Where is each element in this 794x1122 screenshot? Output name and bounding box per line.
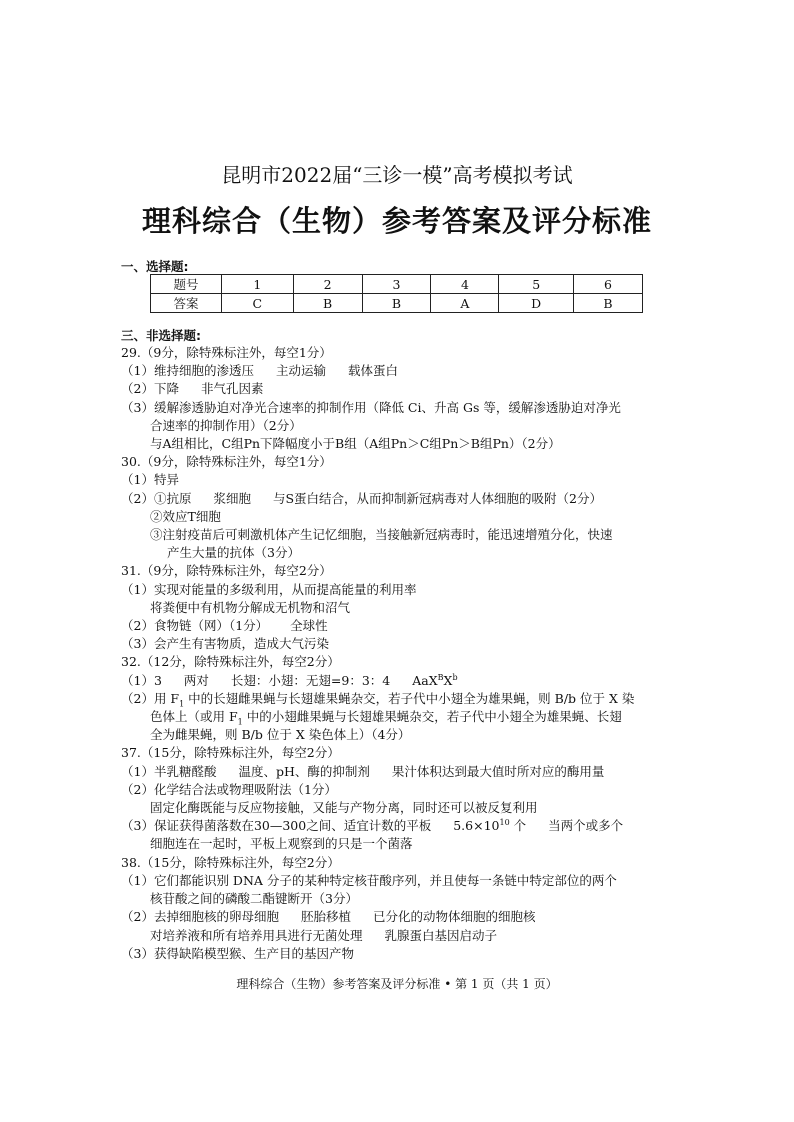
table-cell: B [362, 294, 431, 313]
answer-line: （3）获得缺陷模型猴、生产目的基因产物 [121, 945, 354, 961]
document-title: 理科综合（生物）参考答案及评分标准 [141, 204, 652, 238]
question-heading: 32.（12分，除特殊标注外，每空2分） [121, 654, 340, 670]
answer-line: （1）半乳糖醛酸 温度、pH、酶的抑制剂 果汁体积达到最大值时所对应的酶用量 [121, 763, 605, 779]
answer-line: （2）化学结合法或物理吸附法（1分） [121, 781, 337, 797]
table-row [151, 294, 643, 313]
answer-line: （1）特异 [121, 472, 179, 488]
table-row-label: 题号 [151, 275, 222, 294]
table-cell: D [499, 294, 574, 313]
answer-line: 将粪便中有机物分解成无机物和沼气 [150, 599, 351, 615]
table-cell: 2 [293, 275, 362, 294]
table-cell: 3 [362, 275, 431, 294]
answer-line: 对培养液和所有培养用具进行无菌处理 乳腺蛋白基因启动子 [150, 927, 498, 943]
answer-line: （1）3 两对 长翅：小翅：无翅=9：3：4 $AaX^BX^b$ [121, 672, 458, 688]
exam-title: 昆明市2022届“三诊一模”高考模拟考试 [221, 163, 573, 187]
answer-line: 全为雌果蝇，则 B/b 位于 X 染色体上）（4分） [150, 727, 411, 743]
genotype: $AaX^BX^b$ [412, 672, 458, 688]
answer-line: （1）它们都能识别 DNA 分子的某种特定核苷酸序列，并且使每一条链中特定部位的两个 [121, 872, 617, 888]
table-cell: B [293, 294, 362, 313]
table-row [151, 275, 643, 294]
answer-line: （3）保证获得菌落数在30—300之间、适宜计数的平板 $5.6\times 10^{10}$ 个 当两个或多个 [121, 818, 624, 834]
answer-line: （2）①抗原 浆细胞 与S蛋白结合，从而抑制新冠病毒对人体细胞的吸附（2分） [121, 490, 602, 506]
table-cell: 5 [499, 275, 574, 294]
answer-line: （1）维持细胞的渗透压 主动运输 载体蛋白 [121, 363, 398, 379]
table-cell: B [574, 294, 643, 313]
answer-line: 合速率的抑制作用）（2分） [150, 417, 302, 433]
answer-line: （2）用 $F_1$ 中的长翅雌果蝇与长翅雄果蝇杂交，若子代中小翅全为雄果蝇，则 B/b 位于 X 染 [121, 690, 635, 709]
question-heading: 38.（15分，除特殊标注外，每空2分） [121, 854, 340, 870]
answer-line: 核苷酸之间的磷酸二酯键断开（3分） [150, 891, 358, 907]
answer-line: 细胞连在一起时，平板上观察到的只是一个菌落 [150, 836, 413, 852]
answer-table [150, 274, 643, 313]
table-cell: A [431, 294, 499, 313]
answer-line: （1）实现对能量的多级利用，从而提高能量的利用率 [121, 581, 417, 597]
section-heading-choice: 一、选择题: [121, 259, 189, 274]
question-heading: 37.（15分，除特殊标注外，每空2分） [121, 745, 340, 761]
answer-line: （3）会产生有害物质，造成大气污染 [121, 636, 329, 652]
table-row-label: 答案 [151, 294, 222, 313]
answer-line: 固定化酶既能与反应物接触，又能与产物分离，同时还可以被反复利用 [150, 800, 538, 816]
answer-line: （2）去掉细胞核的卵母细胞 胚胎移植 已分化的动物体细胞的细胞核 [121, 909, 536, 925]
answer-line: ②效应T细胞 [150, 508, 221, 524]
table-cell: 4 [431, 275, 499, 294]
answer-line: 与A组相比，C组Pn下降幅度小于B组（A组Pn＞C组Pn＞B组Pn）（2分） [150, 436, 561, 452]
section-heading-nonchoice: 三、非选择题: [121, 328, 201, 343]
answer-line: （3）缓解渗透胁迫对净光合速率的抑制作用（降低 Ci、升高 Gs 等，缓解渗透胁迫对净光 [121, 399, 621, 415]
question-heading: 31.（9分，除特殊标注外，每空2分） [121, 563, 332, 579]
table-cell: 1 [222, 275, 294, 294]
question-heading: 29.（9分，除特殊标注外，每空1分） [121, 345, 332, 360]
question-heading: 30.（9分，除特殊标注外，每空1分） [121, 454, 332, 470]
page-footer: 理科综合（生物）参考答案及评分标准 • 第 1 页（共 1 页） [236, 977, 558, 991]
answer-body [121, 344, 681, 963]
answer-line: 产生大量的抗体（3分） [167, 545, 300, 561]
table-cell: C [222, 294, 294, 313]
table-cell: 6 [574, 275, 643, 294]
answer-line: （2）下降 非气孔因素 [121, 381, 264, 397]
answer-line: ③注射疫苗后可刺激机体产生记忆细胞，当接触新冠病毒时，能迅速增殖分化，快速 [150, 527, 613, 543]
answer-line: 色体上（或用 $F_1$ 中的小翅雌果蝇与长翅雄果蝇杂交，若子代中小翅全为雄果蝇、长翅 [150, 709, 622, 727]
answer-line: （2）食物链（网）（1分） 全球性 [121, 618, 328, 634]
